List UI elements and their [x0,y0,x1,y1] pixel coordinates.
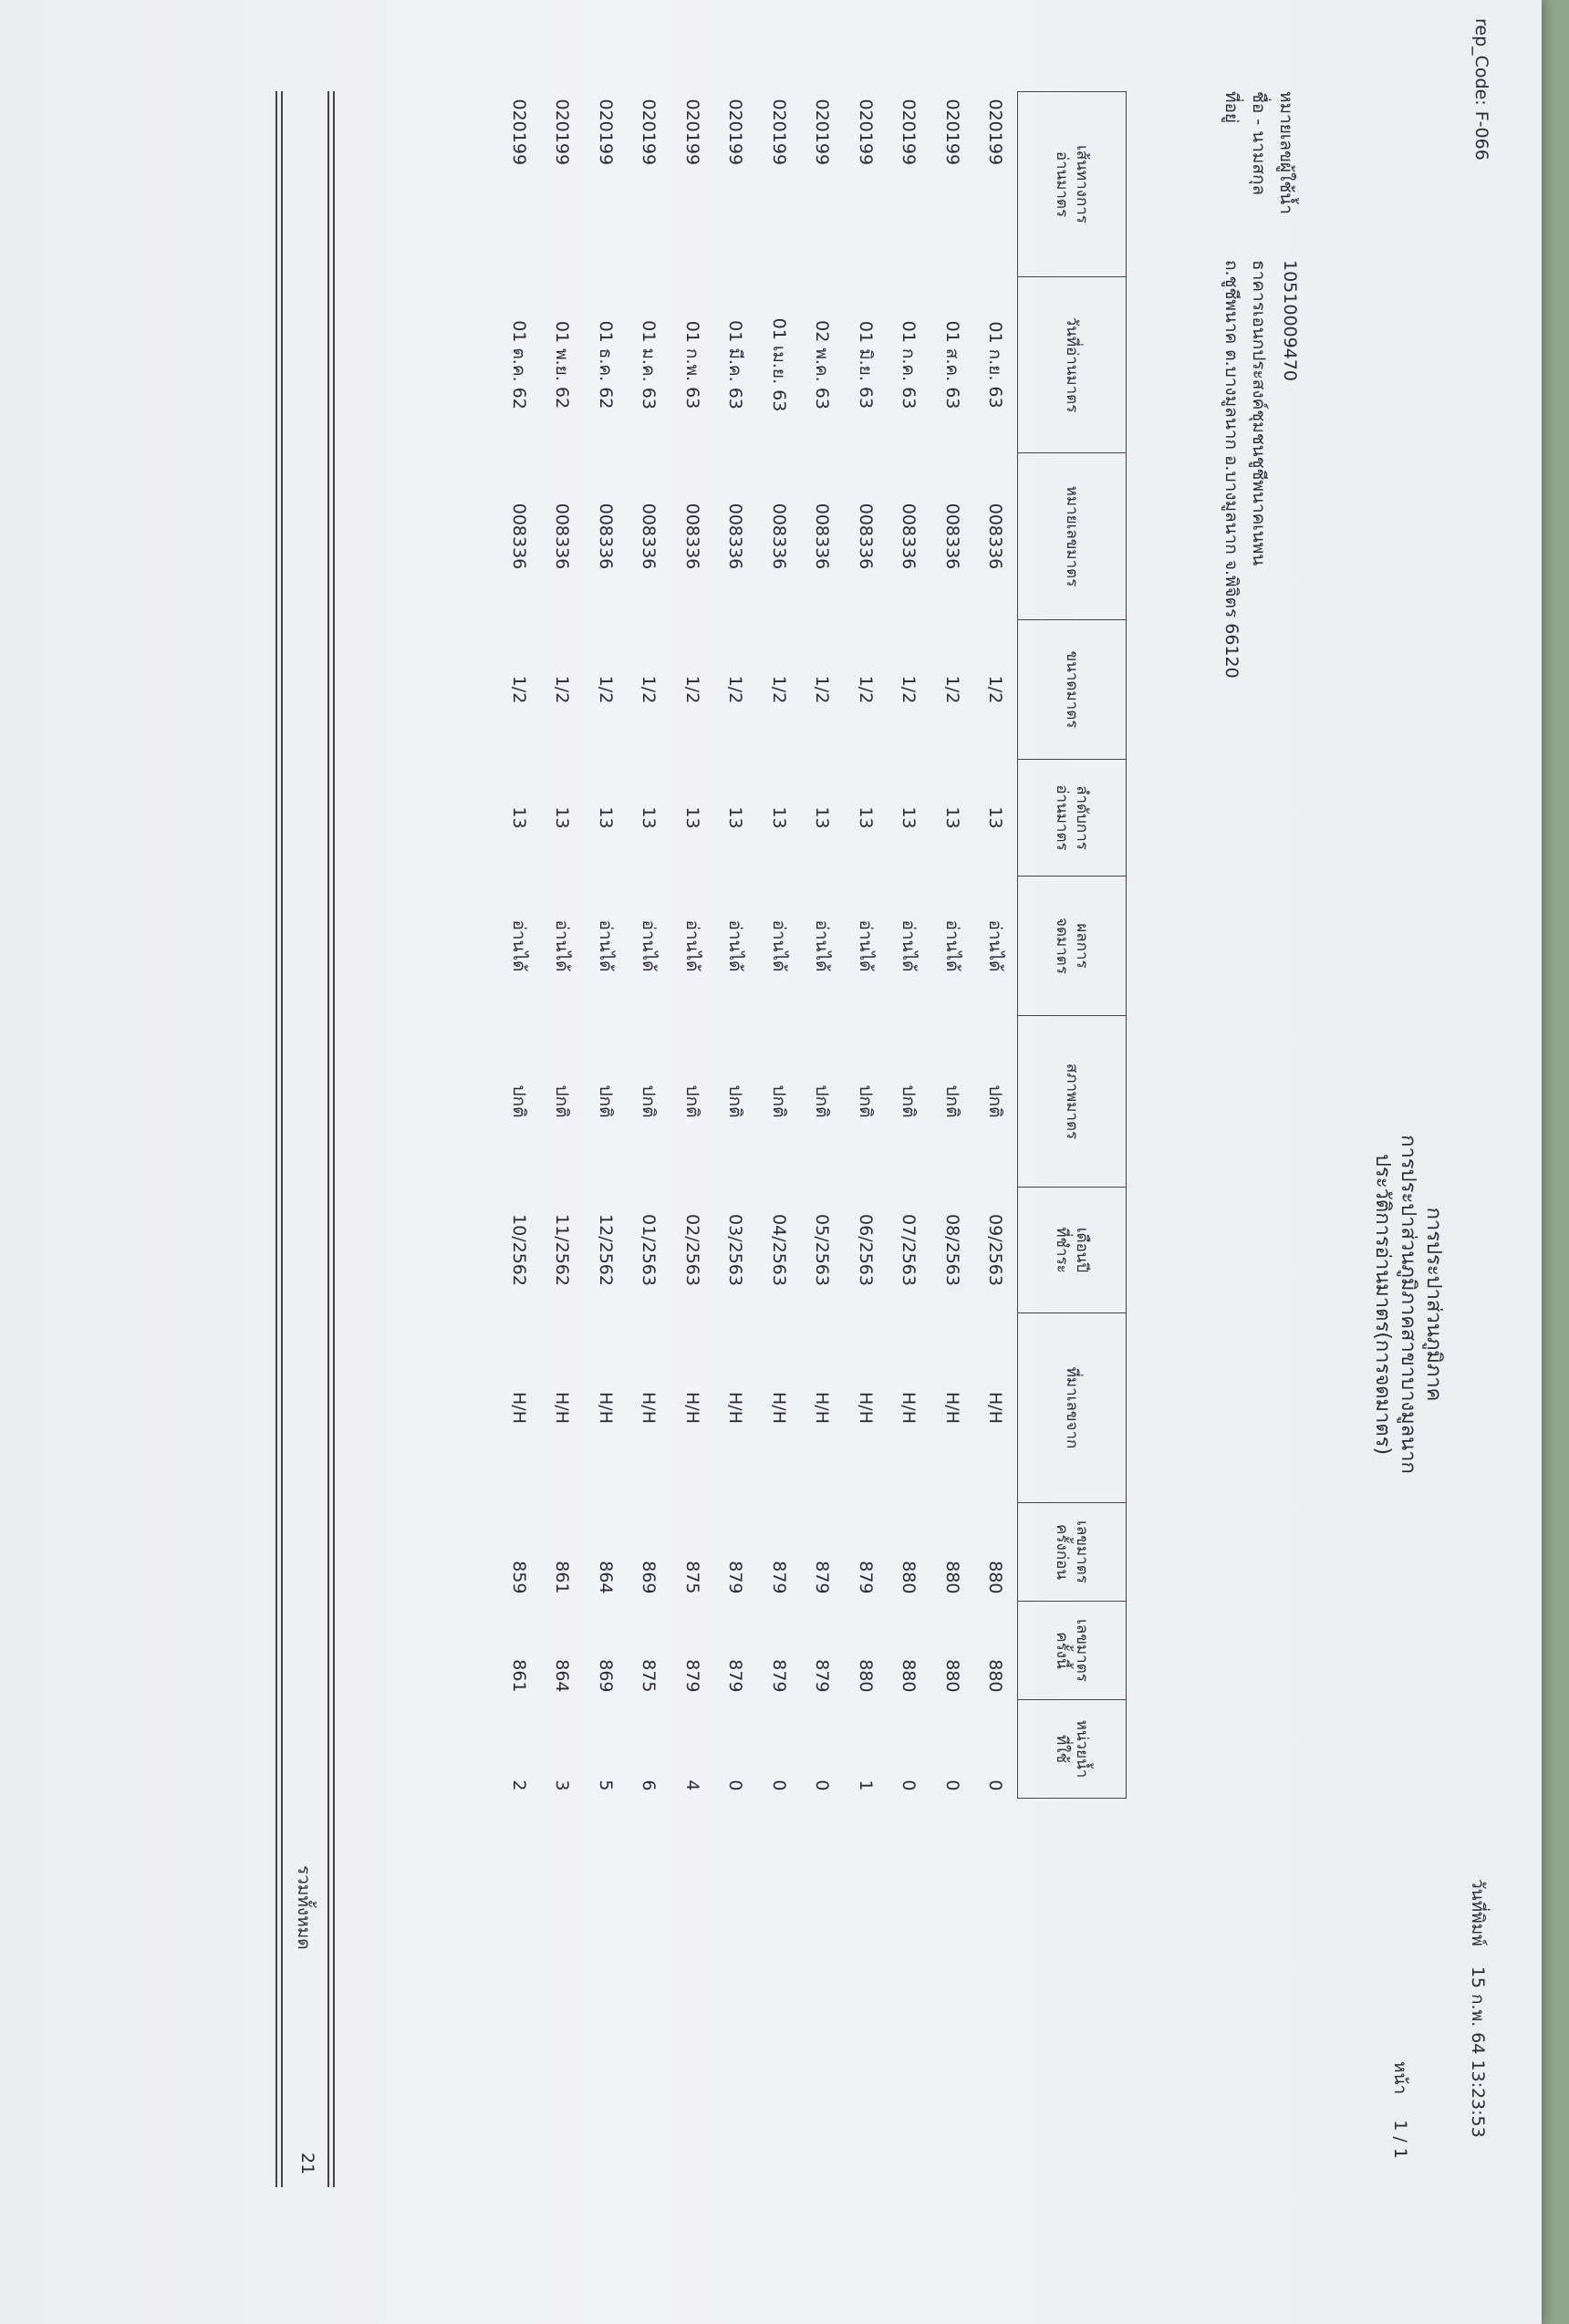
cell-curr-reading: 880 [985,1659,1006,1693]
table-row [888,92,931,1799]
cell-route: 020199 [985,99,1006,166]
table-row [930,92,974,1799]
report-title: ประวัติการอ่านมาตร(การจดมาตร) [1371,1153,1394,1456]
cell-read-result: อ่านได้ [812,919,833,972]
address-value: ถ.ชูชีพนาค ต.บางมูลนาก อ.บางมูลนาก จ.พิจิตร 66120 [1221,260,1242,679]
cell-meter-number: 008336 [899,503,920,570]
cell-prev-reading: 879 [768,1561,789,1594]
cell-meter-condition: ปกติ [681,1084,702,1118]
cell-route: 020199 [725,99,746,166]
cell-units-used: 1 [855,1779,876,1791]
cell-read-order: 13 [941,806,962,829]
column-header-route: เส้นทางการ อ่านมาตร [1018,92,1127,277]
cell-read-date: 01 ธ.ค. 62 [595,320,616,410]
cell-reading-source: H/H [639,1392,660,1424]
cell-read-date: 01 มิ.ย. 63 [855,320,876,410]
cell-reading-source: H/H [681,1392,702,1424]
cell-read-order: 13 [812,806,833,829]
column-header-prev-reading: เลขมาตร ครั้งก่อน [1018,1503,1127,1602]
cell-units-used: 5 [595,1779,616,1791]
cell-read-order: 13 [855,806,876,829]
cell-meter-condition: ปกติ [552,1084,573,1118]
column-header-meter-number: หมายเลขมาตร [1018,453,1127,620]
cell-billing-month: 07/2563 [899,1214,920,1286]
cell-meter-size: 1/2 [639,675,660,704]
cell-units-used: 4 [681,1779,702,1791]
table-row [801,92,845,1799]
cell-units-used: 0 [899,1779,920,1791]
column-header-curr-reading: เลขมาตร ครั้งนี้ [1018,1602,1127,1700]
cell-meter-size: 1/2 [725,675,746,704]
cell-billing-month: 08/2563 [941,1214,962,1286]
print-date [1464,1879,1491,2138]
rep-code: rep_Code: F-066 [1471,18,1491,161]
table-row [541,92,585,1799]
cell-meter-number: 008336 [681,503,702,570]
cell-route: 020199 [768,99,789,166]
cell-meter-number: 008336 [595,503,616,570]
cell-reading-source: H/H [985,1392,1006,1424]
cell-billing-month: 01/2563 [639,1214,660,1286]
cell-read-date: 01 พ.ย. 62 [552,320,573,410]
cell-meter-condition: ปกติ [639,1084,660,1118]
account-value: 10510009470 [1280,260,1300,381]
table-row [628,92,671,1799]
column-header-reading-source: ที่มาเลขจาก [1018,1313,1127,1503]
print-date-label: วันที่พิมพ์ [1468,1879,1488,1946]
cell-meter-size: 1/2 [552,675,573,704]
cell-units-used: 0 [812,1779,833,1791]
total-label: รวมทั้งหมด [294,1865,314,1950]
cell-meter-number: 008336 [552,503,573,570]
cell-route: 020199 [812,99,833,166]
cell-read-date: 01 มี.ค. 63 [725,320,746,410]
cell-meter-condition: ปกติ [855,1084,876,1118]
cell-prev-reading: 864 [595,1561,616,1594]
cell-read-order: 13 [552,806,573,829]
cell-curr-reading: 869 [595,1659,616,1693]
column-header-read-result: ผลการ จดมาตร [1018,877,1127,1016]
cell-meter-number: 008336 [639,503,660,570]
cell-read-date: 01 ม.ค. 63 [639,320,660,410]
cell-read-result: อ่านได้ [639,919,660,972]
total-value: 21 [297,2153,317,2175]
cell-reading-source: H/H [768,1392,789,1424]
cell-prev-reading: 880 [941,1561,962,1594]
address-label: ที่อยู่ [1221,91,1242,124]
column-header-read-order: ลำดับการ อ่านมาตร [1018,760,1127,877]
cell-billing-month: 11/2562 [552,1214,573,1286]
name-label: ชื่อ - นามสกุล [1249,91,1269,196]
cell-read-order: 13 [899,806,920,829]
table-header-row [1018,92,1127,1799]
cell-read-result: อ่านได้ [595,919,616,972]
cell-meter-number: 008336 [812,503,833,570]
cell-prev-reading: 859 [508,1561,529,1594]
meter-reading-table [497,91,1127,1799]
cell-meter-condition: ปกติ [725,1084,746,1118]
table-body [497,92,1018,1799]
cell-units-used: 2 [508,1779,529,1791]
cell-meter-condition: ปกติ [941,1084,962,1118]
cell-reading-source: H/H [508,1392,529,1424]
cell-billing-month: 09/2563 [985,1214,1006,1286]
cell-units-used: 0 [985,1779,1006,1791]
cell-units-used: 6 [639,1779,660,1791]
cell-read-result: อ่านได้ [681,919,702,972]
cell-billing-month: 12/2562 [595,1214,616,1286]
cell-meter-size: 1/2 [681,675,702,704]
cell-billing-month: 03/2563 [725,1214,746,1286]
cell-curr-reading: 880 [855,1659,876,1693]
cell-read-result: อ่านได้ [725,919,746,972]
cell-read-result: อ่านได้ [899,919,920,972]
cell-prev-reading: 869 [639,1561,660,1594]
cell-read-order: 13 [681,806,702,829]
cell-units-used: 0 [768,1779,789,1791]
cell-route: 020199 [639,99,660,166]
cell-meter-size: 1/2 [812,675,833,704]
branch-title: การประปาส่วนภูมิภาคสาขาบางมูลนาก [1397,1135,1419,1474]
table-row [670,92,714,1799]
total-rule-top [333,91,335,2187]
column-header-units-used: หน่วยน้ำ ที่ใช้ [1018,1700,1127,1799]
cell-curr-reading: 864 [552,1659,573,1693]
cell-prev-reading: 879 [812,1561,833,1594]
cell-meter-size: 1/2 [768,675,789,704]
cell-prev-reading: 880 [899,1561,920,1594]
cell-read-date: 01 ก.พ. 63 [681,320,702,410]
cell-billing-month: 10/2562 [508,1214,529,1286]
account-label: หมายเลขผู้ใช้น้ำ [1276,91,1296,214]
cell-curr-reading: 879 [768,1659,789,1693]
table-row [584,92,628,1799]
name-value: ธาคารเอนกประสงค์ชุมชนชูชีพนาคเนพน [1249,260,1269,566]
cell-curr-reading: 879 [812,1659,833,1693]
cell-meter-number: 008336 [985,503,1006,570]
cell-route: 020199 [855,99,876,166]
cell-reading-source: H/H [899,1392,920,1424]
cell-read-order: 13 [985,806,1006,829]
cell-meter-size: 1/2 [595,675,616,704]
column-header-billing-month: เดือนปี ที่ชำระ [1018,1188,1127,1313]
cell-prev-reading: 861 [552,1561,573,1594]
cell-meter-condition: ปกติ [985,1084,1006,1118]
cell-meter-condition: ปกติ [899,1084,920,1118]
cell-units-used: 0 [941,1779,962,1791]
cell-read-order: 13 [508,806,529,829]
cell-curr-reading: 880 [899,1659,920,1693]
print-date-value: 15 ก.พ. 64 13:23:53 [1468,1966,1488,2138]
cell-curr-reading: 879 [681,1659,702,1693]
cell-read-date: 01 ต.ค. 62 [508,320,529,410]
cell-reading-source: H/H [812,1392,833,1424]
cell-reading-source: H/H [552,1392,573,1424]
cell-meter-number: 008336 [768,503,789,570]
cell-meter-number: 008336 [508,503,529,570]
cell-meter-condition: ปกติ [768,1084,789,1118]
cell-read-order: 13 [768,806,789,829]
cell-read-result: อ่านได้ [985,919,1006,972]
cell-meter-size: 1/2 [855,675,876,704]
cell-read-result: อ่านได้ [855,919,876,972]
cell-read-date: 01 ส.ค. 63 [941,320,962,410]
cell-meter-condition: ปกติ [812,1084,833,1118]
cell-read-order: 13 [595,806,616,829]
page-number [1387,2061,1414,2159]
cell-reading-source: H/H [595,1392,616,1424]
cell-read-result: อ่านได้ [768,919,789,972]
cell-meter-size: 1/2 [941,675,962,704]
cell-prev-reading: 880 [985,1561,1006,1594]
total-rule-bottom [327,91,329,2187]
cell-meter-size: 1/2 [508,675,529,704]
footer-rule-bottom [275,91,277,2187]
cell-meter-number: 008336 [725,503,746,570]
cell-route: 020199 [595,99,616,166]
column-header-meter-condition: สภาพมาตร [1018,1016,1127,1188]
cell-meter-condition: ปกติ [595,1084,616,1118]
cell-read-date: 01 ก.ย. 63 [985,321,1006,409]
cell-billing-month: 06/2563 [855,1214,876,1286]
org-title: การประปาส่วนภูมิภาค [1422,1207,1445,1402]
table-row [497,92,541,1799]
cell-curr-reading: 880 [941,1659,962,1693]
cell-read-result: อ่านได้ [508,919,529,972]
cell-meter-size: 1/2 [899,675,920,704]
cell-read-order: 13 [639,806,660,829]
cell-billing-month: 05/2563 [812,1214,833,1286]
cell-billing-month: 02/2563 [681,1214,702,1286]
cell-meter-number: 008336 [855,503,876,570]
cell-billing-month: 04/2563 [768,1214,789,1286]
cell-meter-number: 008336 [941,503,962,570]
table-row [974,92,1018,1799]
cell-prev-reading: 879 [725,1561,746,1594]
cell-reading-source: H/H [725,1392,746,1424]
cell-meter-condition: ปกติ [508,1084,529,1118]
table-row [714,92,758,1799]
cell-route: 020199 [899,99,920,166]
cell-curr-reading: 875 [639,1659,660,1693]
footer-rule-top [281,91,283,2187]
page-number-value: 1 / 1 [1390,2120,1410,2159]
cell-route: 020199 [681,99,702,166]
cell-units-used: 3 [552,1779,573,1791]
column-header-read-date: วันที่อ่านมาตร [1018,277,1127,453]
cell-read-order: 13 [725,806,746,829]
cell-meter-size: 1/2 [985,675,1006,704]
cell-reading-source: H/H [941,1392,962,1424]
page-number-label: หน้า [1390,2061,1410,2095]
column-header-meter-size: ขนาดมาตร [1018,620,1127,760]
cell-prev-reading: 875 [681,1561,702,1594]
cell-curr-reading: 879 [725,1659,746,1693]
cell-units-used: 0 [725,1779,746,1791]
cell-route: 020199 [552,99,573,166]
cell-read-result: อ่านได้ [941,919,962,972]
cell-read-date: 01 ก.ค. 63 [899,320,920,410]
table-row [844,92,888,1799]
cell-read-result: อ่านได้ [552,919,573,972]
table-row [757,92,801,1799]
cell-prev-reading: 879 [855,1561,876,1594]
cell-reading-source: H/H [855,1392,876,1424]
cell-route: 020199 [508,99,529,166]
cell-read-date: 02 พ.ค. 63 [812,320,833,410]
cell-route: 020199 [941,99,962,166]
cell-curr-reading: 861 [508,1659,529,1693]
cell-read-date: 01 เม.ย. 63 [768,317,789,412]
